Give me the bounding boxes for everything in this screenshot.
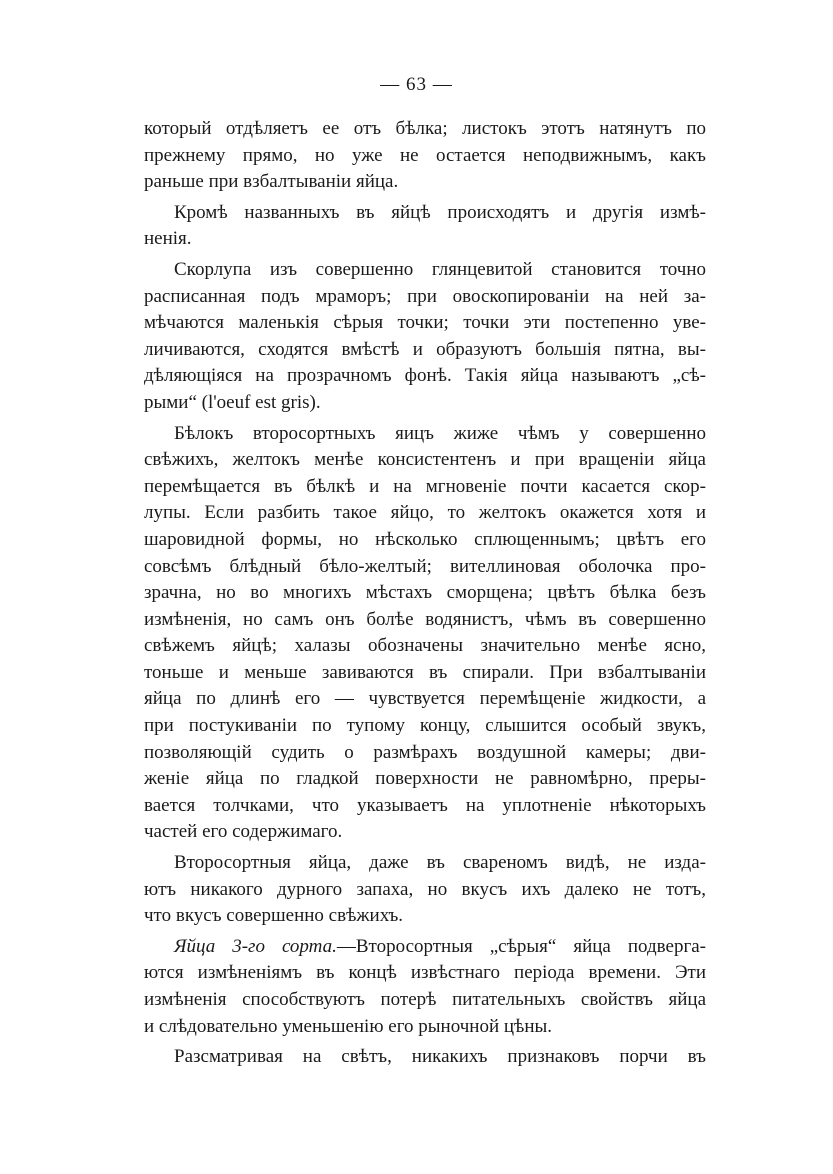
text-line: ненія. — [144, 228, 192, 250]
text-line: расписанная подъ мраморъ; при овоскопированіи на ней за- — [144, 285, 706, 307]
paragraph — [144, 934, 706, 1040]
text-line: зрачна, но во многихъ мѣстахъ сморщена; цвѣтъ бѣлка безъ — [144, 582, 706, 604]
text-line: женіе яйца по гладкой поверхности не равномѣрно, преры- — [144, 768, 706, 790]
paragraph — [144, 257, 706, 417]
section-heading-italic: Яйца 3-го сорта. — [174, 935, 337, 957]
text-line: который отдѣляетъ ее отъ бѣлка; листокъ этотъ натянутъ по — [144, 118, 706, 139]
text-line: Скорлупа изъ совершенно глянцевитой становится точно — [174, 258, 706, 280]
paragraph — [144, 116, 706, 196]
text-line: Разсматривая на свѣтъ, никакихъ признаковъ порчи въ — [174, 1046, 706, 1068]
text-line: перемѣщается въ бѣлкѣ и на мгновеніе почти касается скор- — [144, 475, 706, 497]
text-line: дѣляющіяся на прозрачномъ фонѣ. Такія яйца называютъ „сѣ- — [144, 365, 706, 387]
text-line: Бѣлокъ второсортныхъ яицъ жиже чѣмъ у совершенно — [174, 422, 706, 444]
text-line: личиваются, сходятся вмѣстѣ и образуютъ большія пятна, вы- — [144, 338, 706, 360]
text-line: ютъ никакого дурного запаха, но вкусъ ихъ далеко не тотъ, — [144, 878, 706, 900]
text-line: при постукиваніи по тупому концу, слышится особый звукъ, — [144, 715, 706, 737]
text-line: ются измѣненіямъ въ концѣ извѣстнаго періода времени. Эти — [144, 962, 706, 984]
paragraph — [144, 421, 706, 847]
text-line: раньше при взбалтываніи яйца. — [144, 171, 399, 193]
text-fragment: —Второсортныя „сѣрыя“ яйца подверга- — [336, 935, 706, 957]
text-line: что вкусъ совершенно свѣжихъ. — [144, 905, 404, 927]
text-line: прежнему прямо, но уже не остается неподвижнымъ, какъ — [144, 144, 706, 166]
page-number: — 63 — — [380, 74, 453, 95]
text-line: мѣчаются маленькія сѣрыя точки; точки эти постепенно уве- — [144, 312, 706, 334]
text-line: Кромѣ названныхъ въ яйцѣ происходятъ и другія измѣ- — [174, 201, 706, 223]
text-line: измѣненія способствуютъ потерѣ питательныхъ свойствъ яйца — [144, 989, 706, 1010]
text-line: частей его содержимаго. — [144, 821, 343, 843]
text-line: тоньше и меньше завиваются въ спирали. При взбалтываніи — [144, 661, 706, 683]
paragraph — [144, 1044, 706, 1071]
text-line: и слѣдовательно уменьшенію его рыночной цѣны. — [144, 1015, 553, 1037]
text-line: свѣжихъ, желтокъ менѣе консистентенъ и при вращеніи яйца — [144, 449, 706, 471]
text-line: вается толчками, что указываетъ на уплотненіе нѣкоторыхъ — [144, 794, 706, 816]
text-line: измѣненія, но самъ онъ болѣе водянистъ, чѣмъ въ совершенно — [144, 608, 706, 630]
body-text — [144, 116, 706, 1071]
paragraph — [144, 850, 706, 930]
text-line: яйца по длинѣ его — чувствуется перемѣщеніе жидкости, а — [144, 688, 706, 710]
text-line: шаровидной формы, но нѣсколько сплющеннымъ; цвѣтъ его — [144, 528, 706, 550]
text-line: позволяющій судить о размѣрахъ воздушной камеры; дви- — [144, 741, 706, 763]
paragraph — [144, 200, 706, 253]
text-line: рыми“ (l'oeuf est gris). — [144, 391, 321, 413]
text-line: Второсортныя яйца, даже въ свареномъ видѣ, не изда- — [174, 852, 706, 874]
text-line: лупы. Если разбить такое яйцо, то желтокъ окажется хотя и — [144, 502, 706, 524]
text-line: свѣжемъ яйцѣ; халазы обозначены значительно менѣе ясно, — [144, 635, 706, 657]
text-line: совсѣмъ блѣдный бѣло-желтый; вителлиновая оболочка про- — [144, 555, 706, 577]
text-line — [144, 934, 706, 961]
